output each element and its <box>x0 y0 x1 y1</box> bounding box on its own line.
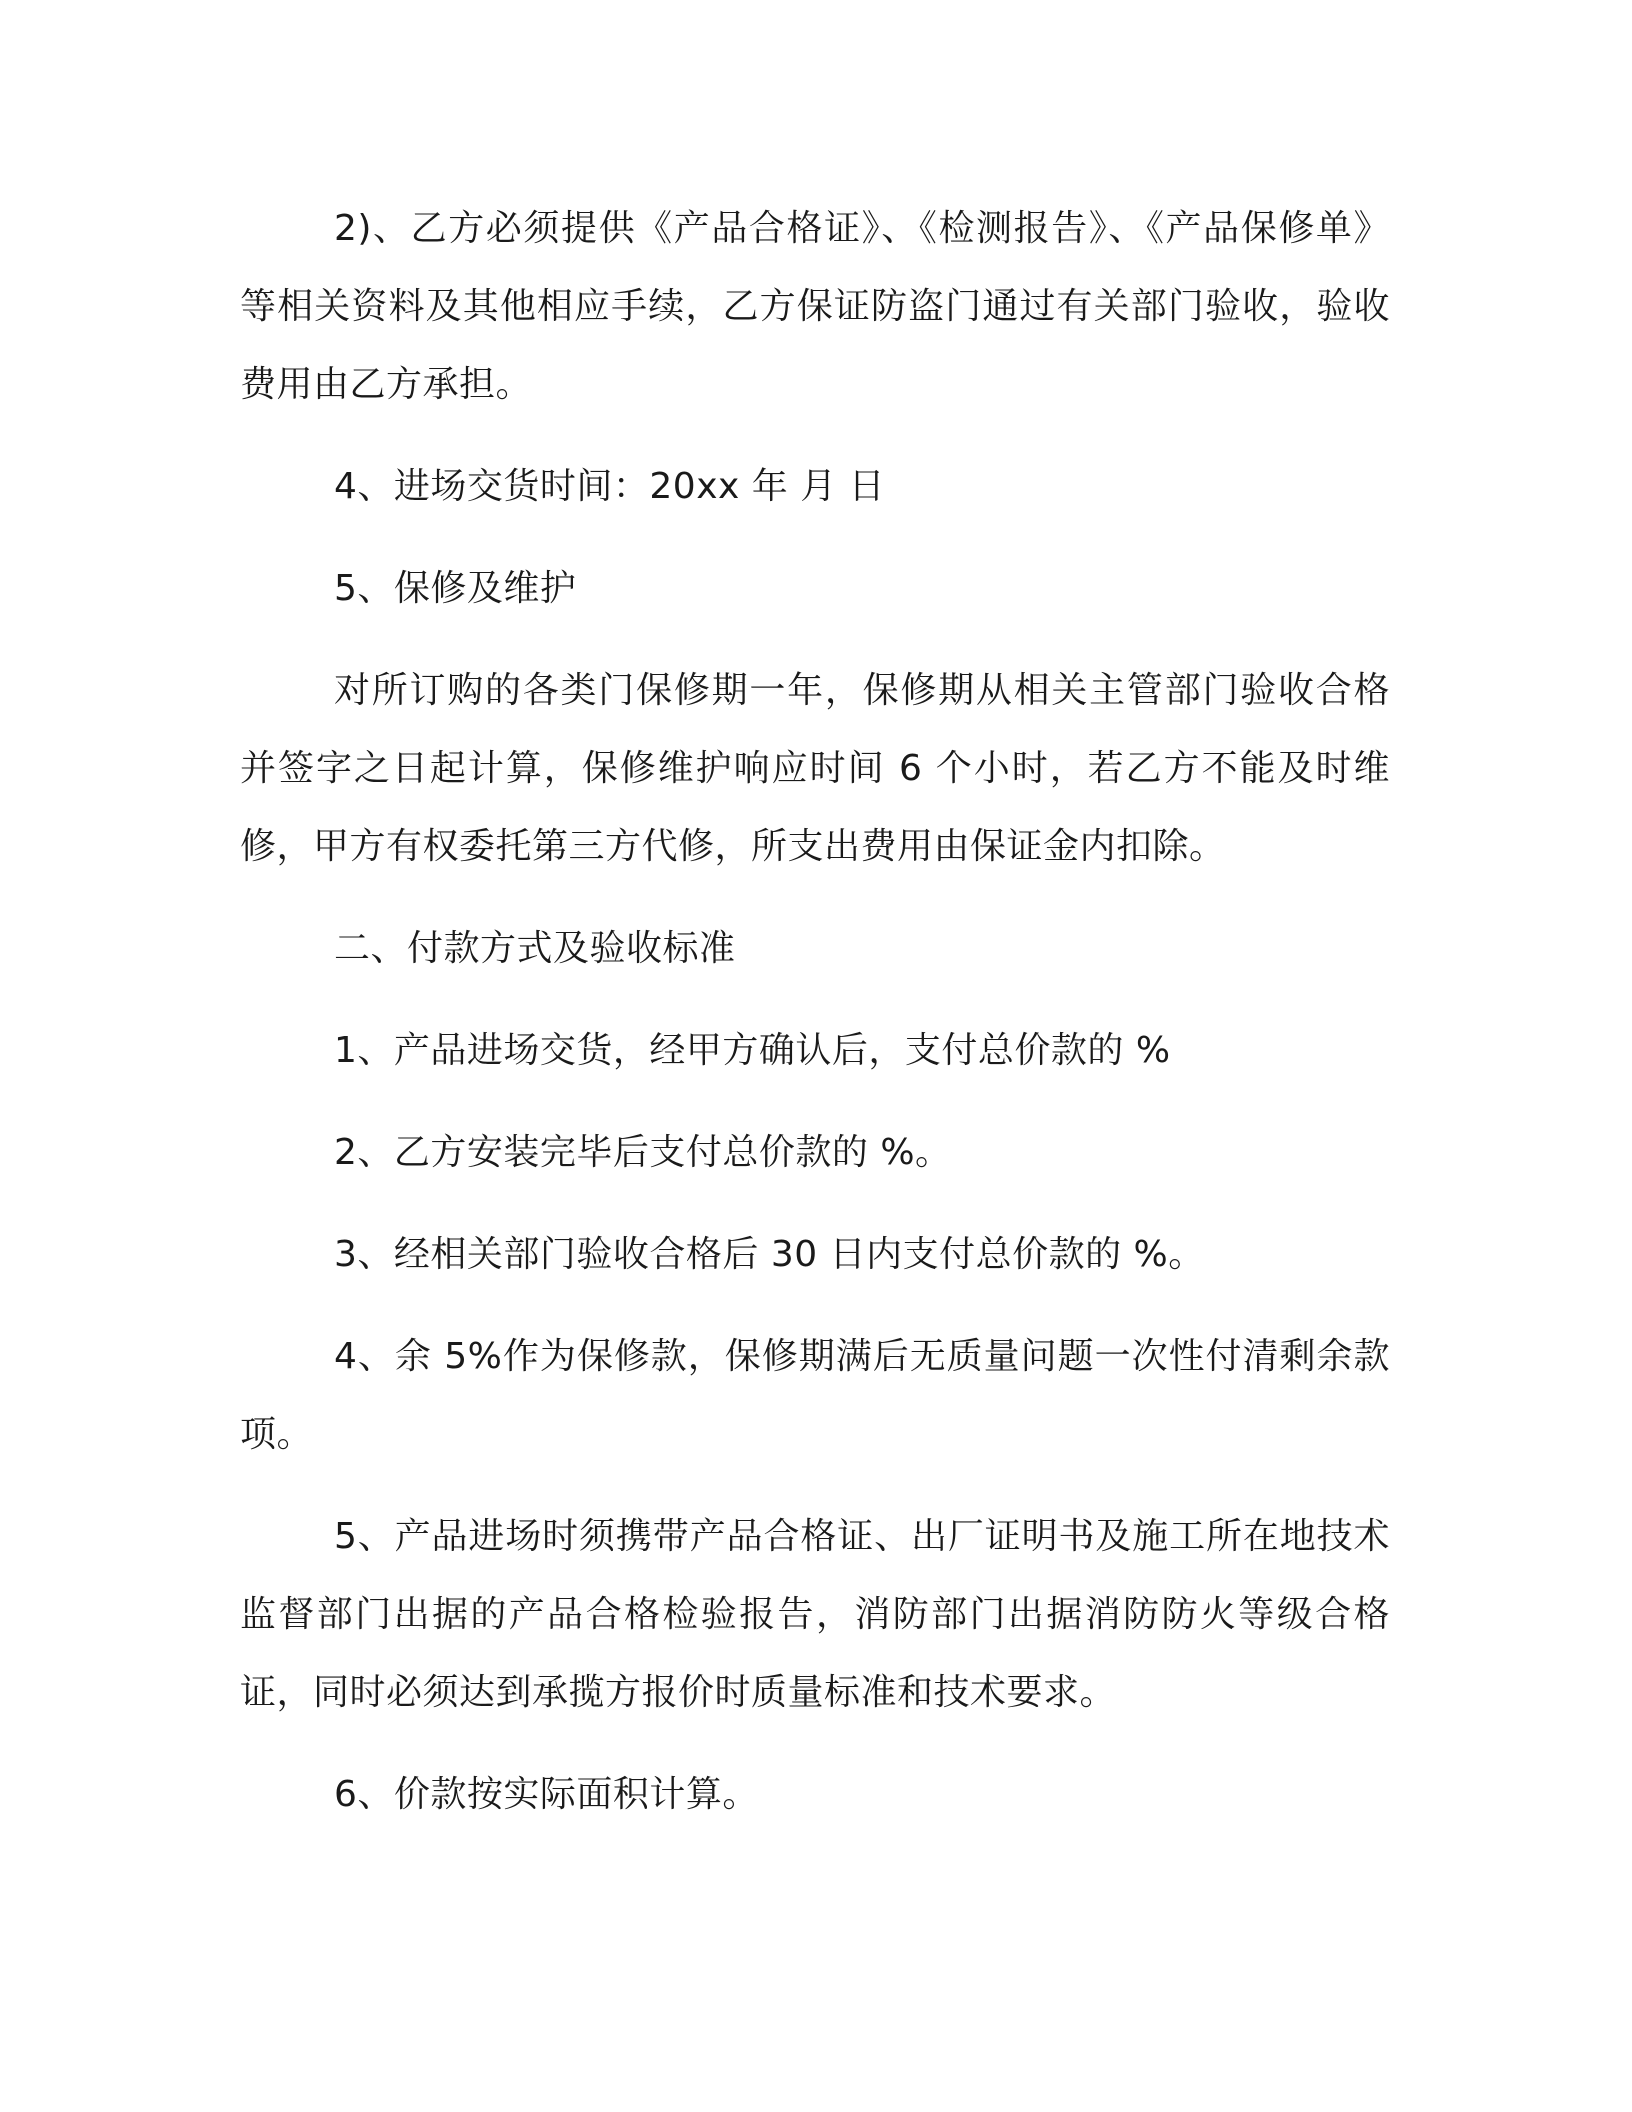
section-heading-payment: 二、付款方式及验收标准 <box>334 928 736 969</box>
paragraph-payment-1: 1、产品进场交货，经甲方确认后，支付总价款的 % <box>334 1030 1171 1071</box>
paragraph-payment-5: 5、产品进场时须携带产品合格证、出厂证明书及施工所在地技术监督部门出据的产品合格检验报告，消防部门出据消防防火等级合格证，同时必须达到承揽方报价时质量标准和技术要求。 <box>240 1516 1390 1713</box>
paragraph-payment-6: 6、价款按实际面积计算。 <box>334 1774 759 1815</box>
document-body <box>240 190 1390 1858</box>
paragraph-payment-3: 3、经相关部门验收合格后 30 日内支付总价款的 %。 <box>334 1234 1205 1275</box>
paragraph-delivery-time: 4、进场交货时间：20xx 年 月 日 <box>334 466 886 507</box>
paragraph-warranty-documents: 2)、乙方必须提供《产品合格证》、《检测报告》、《产品保修单》等相关资料及其他相应手续，乙方保证防盗门通过有关部门验收，验收费用由乙方承担。 <box>240 208 1390 405</box>
paragraph-warranty-heading: 5、保修及维护 <box>334 568 577 609</box>
paragraph-payment-4: 4、余 5%作为保修款，保修期满后无质量问题一次性付清剩余款项。 <box>240 1336 1390 1455</box>
paragraph-payment-2: 2、乙方安装完毕后支付总价款的 %。 <box>334 1132 952 1173</box>
paragraph-warranty-terms: 对所订购的各类门保修期一年，保修期从相关主管部门验收合格并签字之日起计算，保修维护响应时间 6 个小时，若乙方不能及时维修，甲方有权委托第三方代修，所支出费用由保证金内扣除。 <box>240 670 1390 867</box>
